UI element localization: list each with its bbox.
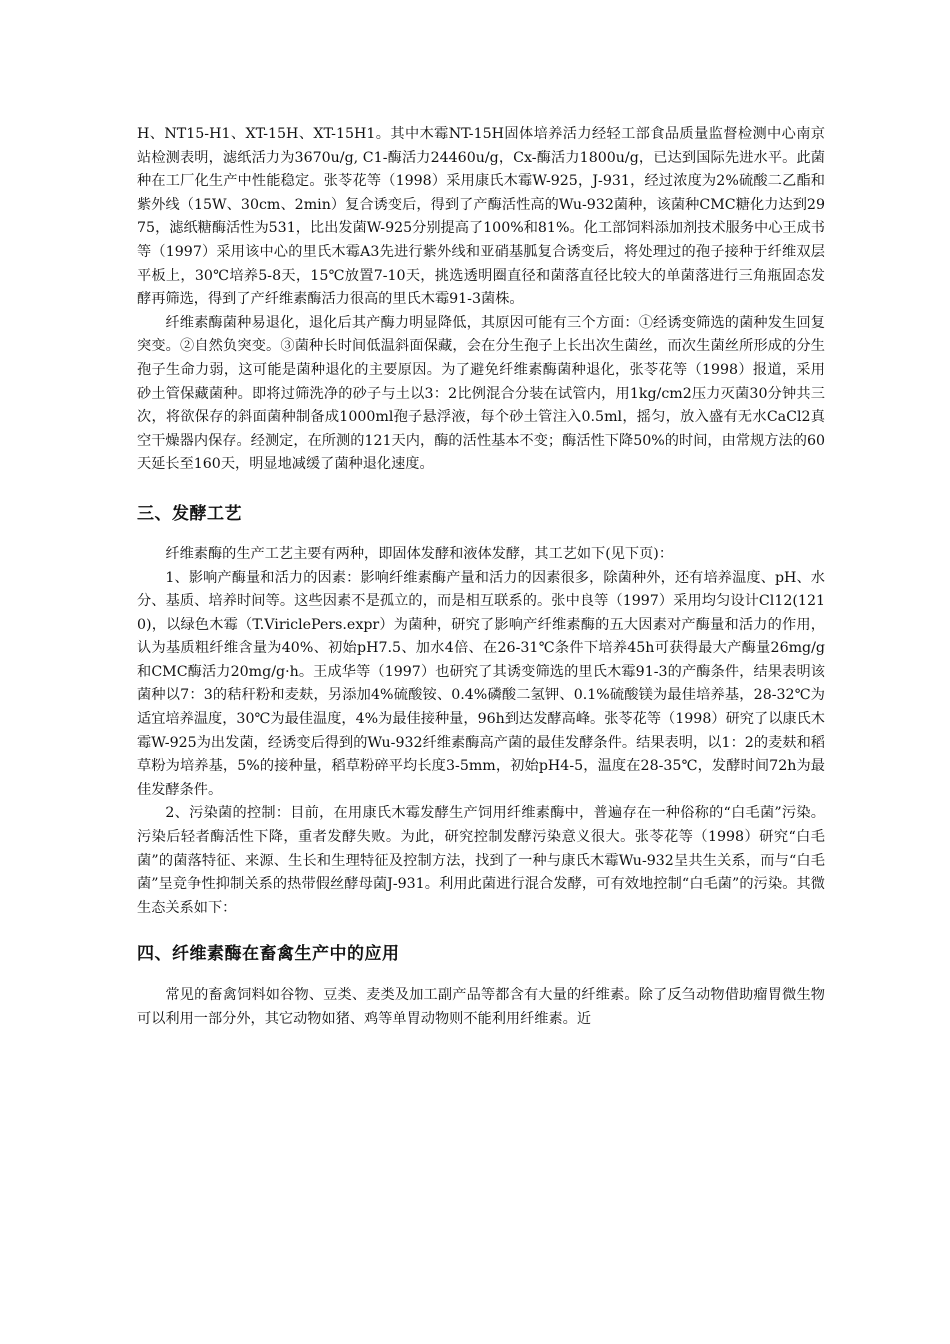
paragraph-livestock-feed: 常见的畜禽饲料如谷物、豆类、麦类及加工副产品等都含有大量的纤维素。除了反刍动物借助瘤胃微生物可以利用一部分外，其它动物如猪、鸡等单胃动物则不能利用纤维素。近 [137, 987, 825, 1027]
paragraph-fermentation-intro: 纤维素酶的生产工艺主要有两种，即固体发酵和液体发酵，其工艺如下(见下页)： [165, 545, 674, 562]
section-heading-livestock-application: 四、纤维素酶在畜禽生产中的应用 [137, 944, 400, 965]
paragraph-enzyme-yield-factors: 1、影响产酶量和活力的因素：影响纤维素酶产量和活力的因素很多，除菌种外，还有培养温度、pH、水分、基质、培养时间等。这些因素不是孤立的，而是相互联系的。张中良等（1997）采用均匀设计Cl12(1210)，以绿色木霉（T.ViriclePers.expr）为菌种，研究了影响产纤维素酶的五大因素对产酶量和活力的作用，认为基质粗纤维含量为40%、初始pH7.5、加水4倍、在26-31℃条件下培养45h可获得最大产酶量26mg/g和CMC酶活力20mg/g·h。王成华等（1997）也研究了其诱变筛选的里氏木霉91-3的产酶条件，结果表明该菌种以7：3的秸秆粉和麦麸，另添加4%硫酸铵、0.4%磷酸二氢钾、0.1%硫酸镁为最佳培养基，28-32℃为适宜培养温度，30℃为最佳温度，4%为最佳接种量，96h到达发酵高峰。张苓花等（1998）研究了以康氏木霉W-925为出发菌，经诱变后得到的Wu-932纤维素酶高产菌的最佳发酵条件。结果表明，以1：2的麦麸和稻草粉为培养基，5%的接种量，稻草粉碎平均长度3-5mm，初始pH4-5，温度在28-35℃，发酵时间72h为最佳发酵条件。 [137, 569, 825, 798]
paragraph-strain-degeneration: 纤维素酶菌种易退化，退化后其产酶力明显降低，其原因可能有三个方面：①经诱变筛选的菌种发生回复突变。②自然负突变。③菌种长时间低温斜面保藏，会在分生孢子上长出次生菌丝，而次生菌丝所形成的分生孢子生命力弱，这可能是菌种退化的主要原因。为了避免纤维素酶菌种退化，张苓花等（1998）报道，采用砂土管保藏菌种。即将过筛洗净的砂子与土以3：2比例混合分装在试管内，用1kg/cm2压力灭菌30分钟共三次，将欲保存的斜面菌种制备成1000ml孢子悬浮液，每个砂土管注入0.5ml，摇匀，放入盛有无水CaCl2真空干燥器内保存。经测定，在所测的121天内，酶的活性基本不变；酶活性下降50%的时间，由常规方法的60天延长至160天，明显地减缓了菌种退化速度。 [137, 314, 825, 473]
section-heading-fermentation-process: 三、发酵工艺 [137, 503, 242, 524]
document-body [137, 123, 825, 1032]
paragraph-strain-breeding: H、NT15-H1、XT-15H、XT-15H1。其中木霉NT-15H固体培养活力经轻工部食品质量监督检测中心南京站检测表明，滤纸活力为3670u/g, C1-酶活力24460u/g，Cx-酶活力1800u/g，已达到国际先进水平。此菌种在工厂化生产中性能稳定。张苓花等（1998）采用康氏木霉W-925，J-931，经过浓度为2%硫酸二乙酯和紫外线（15W、30cm、2min）复合诱变后，得到了产酶活性高的Wu-932菌种，该菌种CMC糖化力达到2975，滤纸糖酶活性为531，比出发菌W-925分别提高了100%和81%。化工部饲料添加剂技术服务中心王成书等（1997）采用该中心的里氏木霉A3先进行紫外线和亚硝基胍复合诱变后，将处理过的孢子接种于纤维双层平板上，30℃培养5-8天，15℃放置7-10天，挑选透明圈直径和菌落直径比较大的单菌落进行三角瓶固态发酵再筛选，得到了产纤维素酶活力很高的里氏木霉91-3菌株。 [137, 126, 825, 308]
paragraph-contamination-control: 2、污染菌的控制：目前，在用康氏木霉发酵生产饲用纤维素酶中，普遍存在一种俗称的“白毛菌”污染。污染后轻者酶活性下降，重者发酵失败。为此，研究控制发酵污染意义很大。张苓花等（1998）研究“白毛菌”的菌落特征、来源、生长和生理特征及控制方法，找到了一种与康氏木霉Wu-932呈共生关系，而与“白毛菌”呈竞争性抑制关系的热带假丝酵母菌J-931。利用此菌进行混合发酵，可有效地控制“白毛菌”的污染。其微生态关系如下： [137, 805, 825, 916]
